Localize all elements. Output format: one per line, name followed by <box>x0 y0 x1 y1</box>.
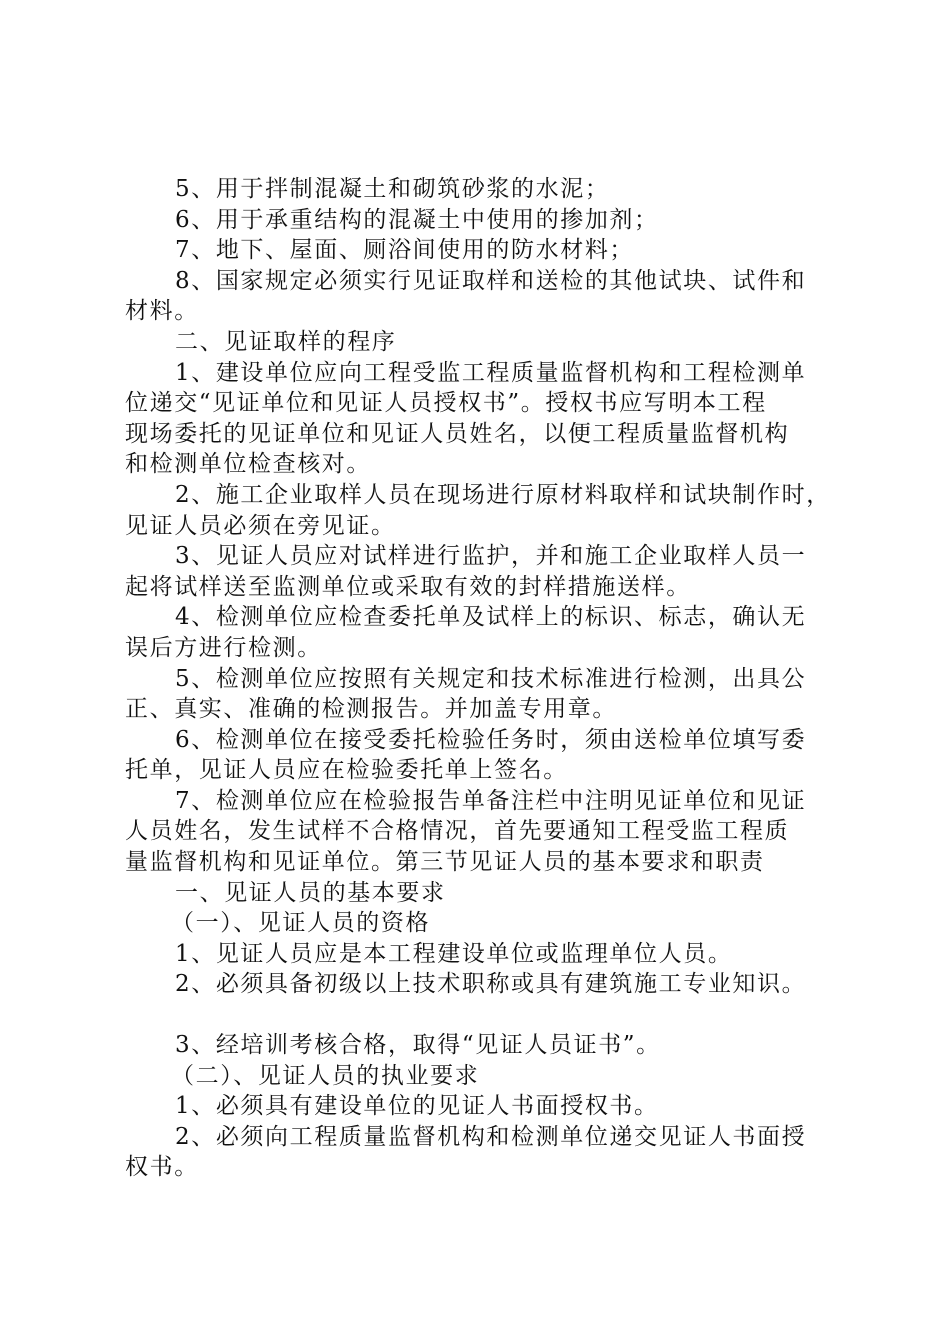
paragraph-line: 人员姓名，发生试样不合格情况，首先要通知工程受监工程质 <box>125 818 790 845</box>
subsection-heading-practice <box>125 1061 835 1092</box>
paragraph-line: 权书。 <box>125 1154 199 1181</box>
procedure-step-2 <box>125 480 835 541</box>
list-item-waterproof <box>125 235 835 266</box>
paragraph-line: 二、见证取样的程序 <box>175 328 397 355</box>
paragraph-line: 位递交“见证单位和见证人员授权书”。授权书应写明本工程 <box>125 390 767 417</box>
subsection-heading-qualification <box>125 908 835 939</box>
list-item-cement <box>125 174 835 205</box>
paragraph-line: 一、见证人员的基本要求 <box>175 879 446 906</box>
list-item-admixture <box>125 205 835 236</box>
paragraph-line: （一）、见证人员的资格 <box>171 910 431 937</box>
practice-item-1 <box>125 1091 835 1122</box>
practice-item-2 <box>125 1122 835 1183</box>
paragraph-line: 2、必须向工程质量监督机构和检测单位递交见证人书面授 <box>175 1123 807 1150</box>
procedure-step-4 <box>125 602 835 663</box>
procedure-step-5 <box>125 664 835 725</box>
paragraph-line: 5、检测单位应按照有关规定和技术标准进行检测，出具公 <box>175 665 807 692</box>
paragraph-line: 见证人员必须在旁见证。 <box>125 512 396 539</box>
procedure-step-7 <box>125 786 835 878</box>
paragraph-line: 3、见证人员应对试样进行监护，并和施工企业取样人员一 <box>175 543 807 570</box>
paragraph-line: 1、必须具有建设单位的见证人书面授权书。 <box>175 1093 659 1120</box>
paragraph-line: 误后方进行检测。 <box>125 634 322 661</box>
blank-line <box>125 1000 835 1030</box>
list-item-other-materials <box>125 266 835 327</box>
document-body <box>125 174 835 1183</box>
qualification-item-1 <box>125 939 835 970</box>
paragraph-line: 量监督机构和见证单位。第三节见证人员的基本要求和职责 <box>125 849 765 876</box>
paragraph-line: 6、用于承重结构的混凝土中使用的掺加剂； <box>175 206 659 233</box>
paragraph-line: 起将试样送至监测单位或采取有效的封样措施送样。 <box>125 573 691 600</box>
paragraph-line: 和检测单位检查核对。 <box>125 451 371 478</box>
paragraph-line: 2、施工企业取样人员在现场进行原材料取样和试块制作时， <box>175 481 831 508</box>
paragraph-line: 5、用于拌制混凝土和砌筑砂浆的水泥； <box>175 176 610 202</box>
paragraph-line: （二）、见证人员的执业要求 <box>171 1062 480 1089</box>
section-heading-basic-requirements <box>125 878 835 909</box>
paragraph-line: 现场委托的见证单位和见证人员姓名，以便工程质量监督机构 <box>125 420 790 447</box>
paragraph-line: 1、见证人员应是本工程建设单位或监理单位人员。 <box>175 940 733 967</box>
paragraph-line: 4、检测单位应检查委托单及试样上的标识、标志，确认无 <box>175 604 807 631</box>
paragraph-line: 3、经培训考核合格，取得“见证人员证书”。 <box>175 1032 661 1059</box>
paragraph-line: 1、建设单位应向工程受监工程质量监督机构和工程检测单 <box>175 359 807 386</box>
procedure-step-3 <box>125 541 835 602</box>
paragraph-line: 6、检测单位在接受委托检验任务时，须由送检单位填写委 <box>175 726 807 753</box>
paragraph-line: 7、检测单位应在检验报告单备注栏中注明见证单位和见证 <box>175 787 807 814</box>
qualification-item-3 <box>125 1030 835 1061</box>
paragraph-line: 正、真实、准确的检测报告。并加盖专用章。 <box>125 696 617 723</box>
paragraph-line: 7、地下、屋面、厕浴间使用的防水材料； <box>175 237 635 264</box>
section-heading-procedure <box>125 327 835 358</box>
qualification-item-2 <box>125 969 835 1000</box>
paragraph-line: 材料。 <box>125 298 199 325</box>
procedure-step-1 <box>125 358 835 480</box>
paragraph-line: 托单，见证人员应在检验委托单上签名。 <box>125 757 568 784</box>
procedure-step-6 <box>125 725 835 786</box>
paragraph-line: 2、必须具备初级以上技术职称或具有建筑施工专业知识。 <box>175 971 807 998</box>
paragraph-line: 8、国家规定必须实行见证取样和送检的其他试块、试件和 <box>175 267 807 294</box>
